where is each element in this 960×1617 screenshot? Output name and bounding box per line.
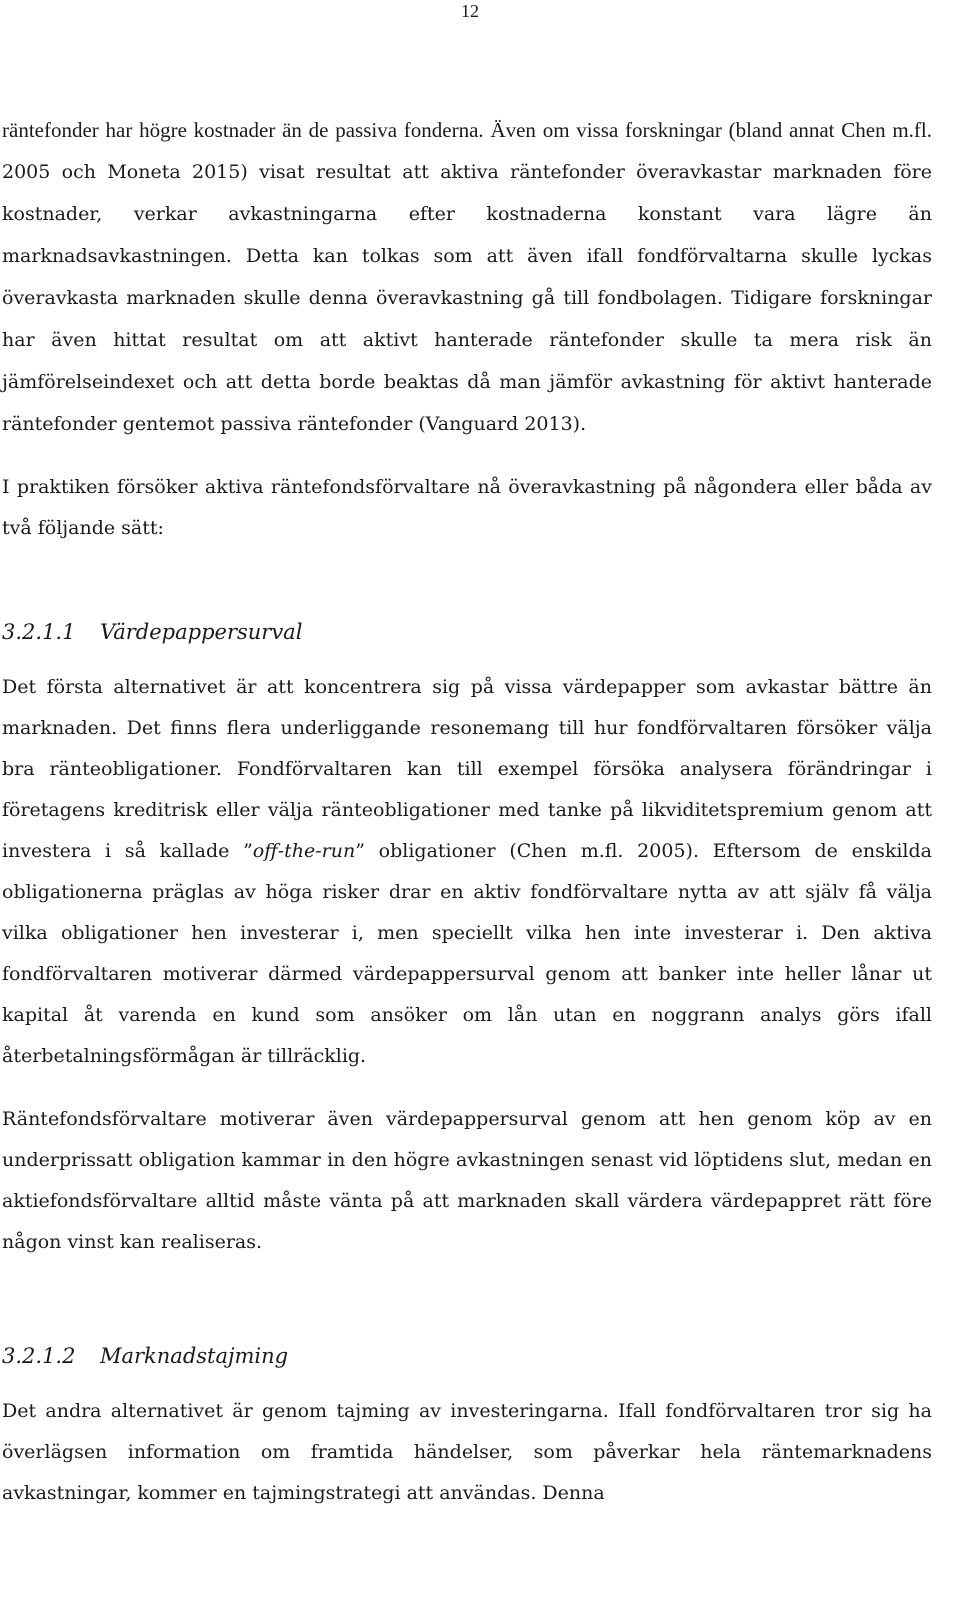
paragraph-intro xyxy=(2,110,932,445)
section-number: 3.2.1.2 xyxy=(2,1344,76,1368)
paragraph-intro-part-d: Tidigare forskningar har även hittat resultat om att aktivt hanterade räntefonder skulle ta mera risk än jämförelseindexet och att detta borde beaktas då man jämför avkastning för aktivt hanterade räntefonder gentemot passiva räntefonder (Vanguard 2013). xyxy=(2,287,933,435)
emphasis-off-the-run: off-the-run xyxy=(252,840,356,862)
document-body xyxy=(2,110,932,1514)
section-title: Marknadstajming xyxy=(100,1344,289,1368)
paragraph-intro-part-c: Detta kan tolkas som att även ifall fondförvaltarna skulle lyckas överavkasta marknaden skulle denna överavkastning gå till fondbolagen. xyxy=(2,245,932,309)
paragraph-security-selection xyxy=(2,667,932,1077)
page-number: 12 xyxy=(461,1,479,21)
section-heading-vardepappersurval xyxy=(2,617,932,647)
section-heading-marknadstajming xyxy=(2,1341,932,1371)
section-number: 3.2.1.1 xyxy=(2,620,76,644)
paragraph-motivation: Räntefondsförvaltare motiverar även värdepappersurval genom att hen genom köp av en underprissatt obligation kammar in den högre avkastningen senast vid löptidens slut, medan en aktiefondsförvaltare alltid måste vänta på att marknaden skall värdera värdepappret rätt före någon vinst kan realiseras. xyxy=(2,1108,932,1253)
section-title: Värdepappersurval xyxy=(100,620,303,644)
paragraph-intro-part-a: räntefonder har högre kostnader än de passiva fonderna. Även om vissa forskningar (bland annat Chen m.fl. xyxy=(2,118,932,142)
paragraph-intro-part-b: 2005 och Moneta 2015) visat resultat att aktiva räntefonder överavkastar marknaden före kostnader, verkar avkastningarna efter kostnaderna konstant vara lägre än marknadsavkastningen. xyxy=(2,161,932,267)
paragraph-security-selection-part-b: ” obligationer (Chen m.fl. 2005). Eftersom de enskilda obligationerna präglas av höga risker drar en aktiv fondförvaltare nytta av att själv få välja vilka obligationer hen investerar i, men speciellt vilka hen inte investerar i. Den aktiva fondförvaltaren motiverar därmed värdepappersurval genom att banker inte heller lånar ut kapital åt varenda en kund som ansöker om lån utan en noggrann analys görs ifall återbetalningsförmågan är tillräcklig. xyxy=(2,840,932,1067)
paragraph-security-selection-part-a: Det första alternativet är att koncentrera sig på vissa värdepapper som avkastar bättre än marknaden. Det finns flera underliggande resonemang till hur fondförvaltaren försöker välja bra ränteobligationer. Fondförvaltaren kan till exempel försöka analysera förändringar i företagens kreditrisk eller välja ränteobligationer med tanke på likviditetspremium genom att investera i så kallade ” xyxy=(2,676,932,862)
paragraph-methods: I praktiken försöker aktiva räntefondsförvaltare nå överavkastning på någondera eller båda av två följande sätt: xyxy=(2,476,932,539)
paragraph-market-timing: Det andra alternativet är genom tajming av investeringarna. Ifall fondförvaltaren tror sig ha överlägsen information om framtida händelser, som påverkar hela räntemarknadens avkastningar, kommer en tajmingstrategi att användas. Denna xyxy=(2,1400,932,1504)
